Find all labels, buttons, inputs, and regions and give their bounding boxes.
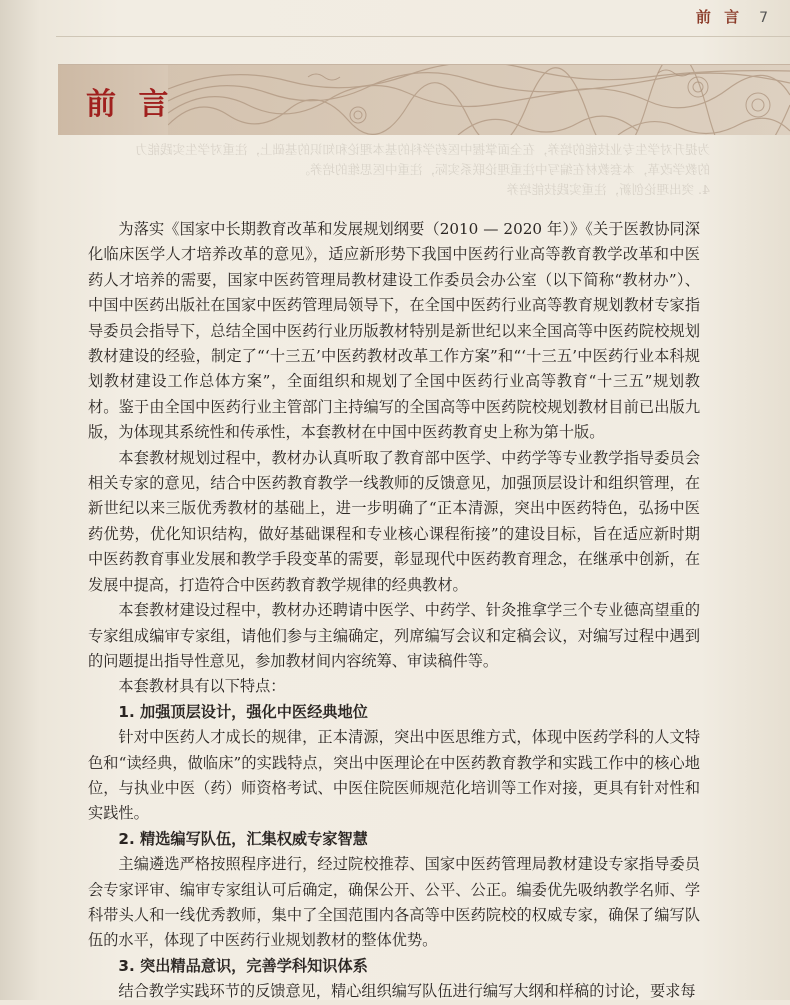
header-divider	[56, 36, 790, 37]
paragraph: 结合教学实践环节的反馈意见，精心组织编写队伍进行编写大纲和样稿的讨论，要求每	[118, 982, 696, 1001]
section-heading: 2. 精选编写队伍，汇集权威专家智慧	[118, 829, 368, 848]
section-heading: 1. 加强顶层设计，强化中医经典地位	[118, 702, 368, 721]
page-number: 7	[759, 10, 768, 26]
bleed-through-text: 为提升对学生专业技能的培养，在全面掌握中医药学科的基本理论和知识的基础上，注重对学生实践能力 的教学改革，本套教材在编写中注重理论联系实际，注重中医思维的培养。 4. 突出理论创新，注重实践技能培养	[134, 142, 710, 197]
running-header-title: 前 言	[695, 8, 744, 26]
paragraph: 本套教材具有以下特点：	[118, 677, 286, 696]
paragraph: 为落实《国家中长期教育改革和发展规划纲要（2010 — 2020 年）》《关于医教协同深化临床医学人才培养改革的意见》，适应新形势下我国中医药行业高等教育教学改革和中医药人才培养的需要，国家中医药管理局教材建设工作委员会办公室（以下简称“教材办”）、中国中医药出版社在国家中医药管理局领导下，在全国中医药行业高等教育规划教材专家指导委员会指导下，总结全国中医药行业历版教材特别是新世纪以来全国高等中医药院校规划教材建设的经验，制定了“‘十三五’中医药教材改革工作方案”和“‘十三五’中医药行业本科规划教材建设工作总体方案”，全面组织和规划了全国中医药行业高等教育“十三五”规划教材。鉴于由全国中医药行业主管部门主持编写的全国高等中医药院校规划教材目前已出版九版，为体现其系统性和传承性，本套教材在中国中医药教育史上称为第十版。	[88, 220, 700, 442]
body-text	[88, 217, 700, 1005]
chapter-banner	[58, 64, 790, 135]
paragraph: 主编遴选严格按照程序进行，经过院校推荐、国家中医药管理局教材建设专家指导委员会专家评审、编审专家组认可后确定，确保公开、公平、公正。编委优先吸纳教学名师、学科带头人和一线优秀教师，集中了全国范围内各高等中医药院校的权威专家，确保了编写队伍的水平，体现了中医药行业规划教材的整体优势。	[88, 855, 700, 950]
section-heading: 3. 突出精品意识，完善学科知识体系	[118, 956, 368, 975]
chapter-title: 前 言	[86, 87, 175, 122]
paragraph: 针对中医药人才成长的规律，正本清源，突出中医思维方式，体现中医药学科的人文特色和“读经典，做临床”的实践特点，突出中医理论在中医药教育教学和实践工作中的核心地位，与执业中医（药）师资格考试、中医住院医师规范化培训等工作对接，更具有针对性和实践性。	[88, 728, 700, 823]
running-header	[696, 6, 768, 30]
paragraph: 本套教材规划过程中，教材办认真听取了教育部中医学、中药学等专业教学指导委员会相关专家的意见，结合中医药教育教学一线教师的反馈意见，加强顶层设计和组织管理，在新世纪以来三版优秀教材的基础上，进一步明确了“正本清源，突出中医药特色，弘扬中医药优势，优化知识结构，做好基础课程和专业核心课程衔接”的建设目标，旨在适应新时期中医药教育事业发展和教学手段变革的需要，彰显现代中医药教育理念，在继承中创新，在发展中提高，打造符合中医药教育教学规律的经典教材。	[88, 448, 700, 594]
paragraph: 本套教材建设过程中，教材办还聘请中医学、中药学、针灸推拿学三个专业德高望重的专家组成编审专家组，请他们参与主编确定，列席编写会议和定稿会议，对编写过程中遇到的问题提出指导性意见，参加教材间内容统筹、审读稿件等。	[88, 601, 700, 670]
